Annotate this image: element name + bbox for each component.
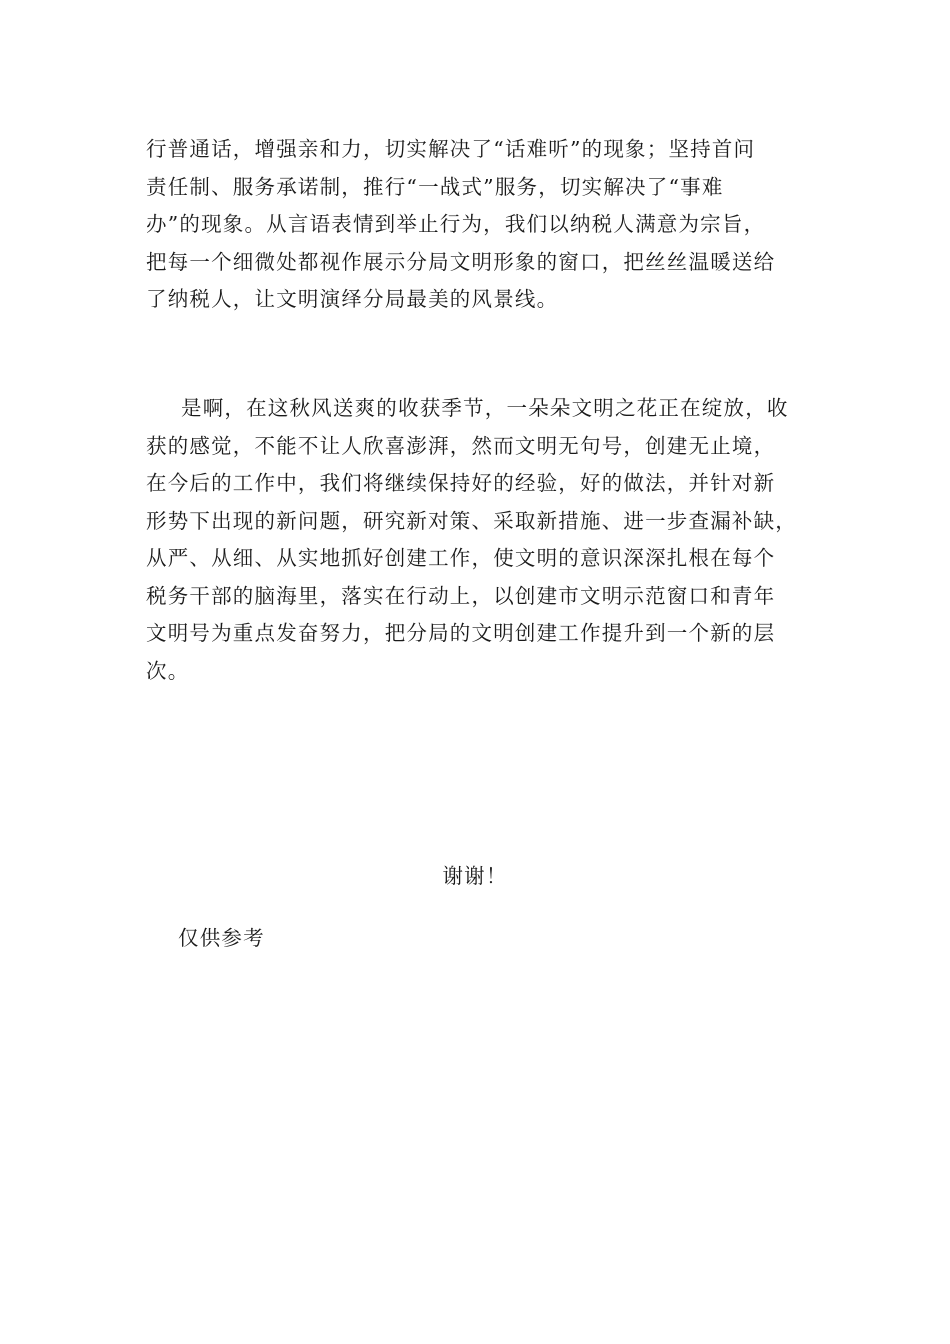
paragraph-line: 形势下出现的新问题，研究新对策、采取新措施、进一步查漏补缺， (146, 508, 797, 533)
paragraph-line: 在今后的工作中，我们将继续保持好的经验，好的做法，并针对新 (146, 471, 776, 495)
paragraph-1 (146, 131, 816, 319)
paragraph-line: 办”的现象。从言语表情到举止行为，我们以纳税人满意为宗旨， (146, 212, 766, 236)
paragraph-line: 是啊，在这秋风送爽的收获季节，一朵朵文明之花正在绽放，收 (181, 396, 789, 420)
paragraph-line: 获的感觉，不能不让人欣喜澎湃，然而文明无句号，创建无止境， (146, 433, 776, 458)
paragraph-line: 责任制、服务承诺制，推行“一战式”服务，切实解决了“事难 (146, 174, 724, 199)
paragraph-2 (146, 390, 816, 690)
paragraph-line: 行普通话，增强亲和力，切实解决了“话难听”的现象；坚持首问 (146, 137, 756, 161)
paragraph-line: 文明号为重点发奋努力，把分局的文明创建工作提升到一个新的层 (146, 621, 776, 645)
paragraph-line: 从严、从细、从实地抓好创建工作，使文明的意识深深扎根在每个 (146, 546, 776, 570)
paragraph-line: 把每一个细微处都视作展示分局文明形象的窗口，把丝丝温暖送给 (146, 249, 776, 274)
reference-note: 仅供参考 (178, 926, 265, 950)
paragraph-line: 税务干部的脑海里，落实在行动上，以创建市文明示范窗口和青年 (146, 583, 776, 608)
paragraph-line: 次。 (146, 658, 190, 683)
closing-thanks: 谢谢！ (442, 864, 508, 888)
paragraph-line: 了纳税人，让文明演绎分局最美的风景线。 (146, 287, 559, 311)
